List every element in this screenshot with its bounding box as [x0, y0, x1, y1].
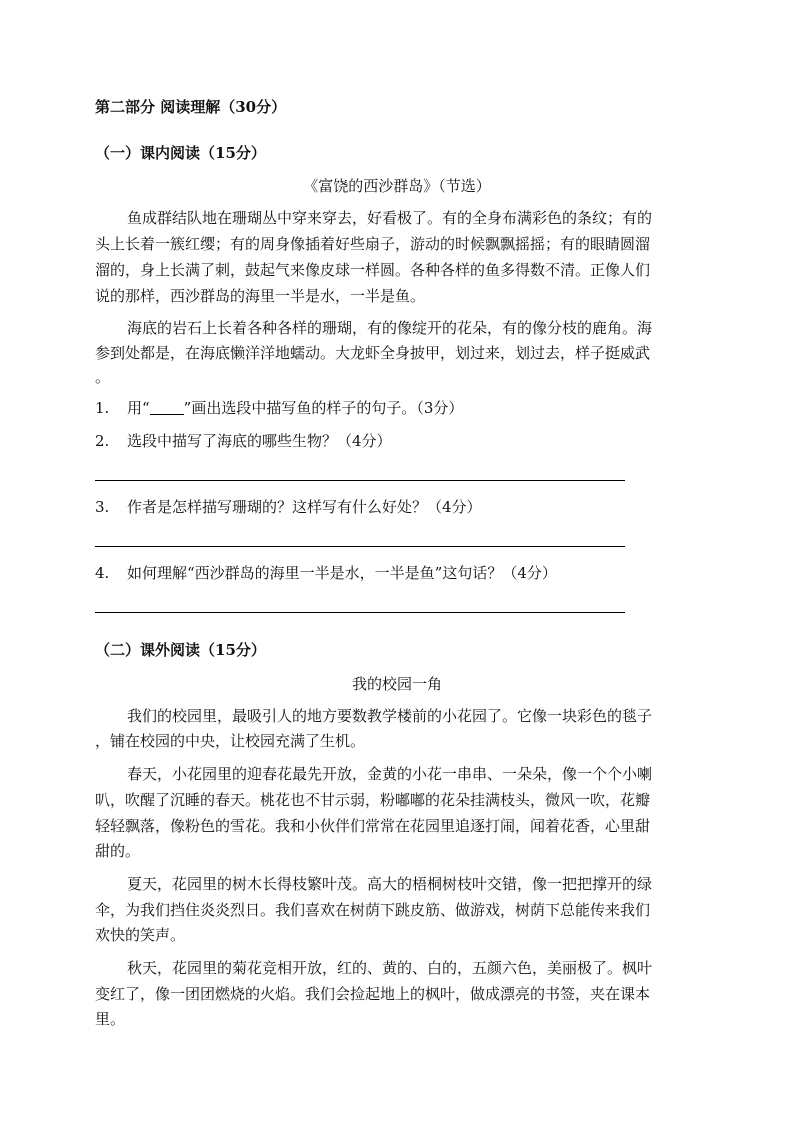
part2-passage-title: 我的校园一角 — [351, 675, 442, 693]
part2-para4-line: 变红了，像一团团燃烧的火焰。我们会捡起地上的枫叶，做成漂亮的书签，夹在课本 — [95, 985, 651, 1003]
answer-line[interactable] — [95, 612, 625, 613]
question-number: 1. — [95, 399, 110, 417]
answer-line[interactable] — [95, 480, 625, 481]
question-4 — [95, 563, 557, 583]
part1-para1-line: 头上长着一簇红缨；有的周身像插着好些扇子，游动的时候飘飘摇摇；有的眼睛圆溜 — [95, 235, 651, 253]
part1-heading: （一）课内阅读（15分） — [95, 144, 266, 162]
underline-blank — [150, 400, 184, 415]
part2-heading: （二）课外阅读（15分） — [95, 641, 266, 659]
part2-para1-line: 我们的校园里，最吸引人的地方要数教学楼前的小花园了。它像一块彩色的毯子 — [127, 707, 653, 725]
part2-para3-line: 夏天，花园里的树木长得枝繁叶茂。高大的梧桐树枝叶交错，像一把把撑开的绿 — [127, 875, 653, 893]
part2-para4-line: 里。 — [95, 1010, 126, 1028]
question-number: 2. — [95, 432, 110, 450]
question-text: 如何理解“西沙群岛的海里一半是水，一半是鱼”这句话？（4分） — [127, 564, 557, 582]
section-title: 第二部分 阅读理解（30分） — [95, 98, 287, 116]
question-number: 4. — [95, 564, 110, 582]
part2-para2-line: 甜的。 — [95, 842, 141, 860]
part2-para4-line: 秋天，花园里的菊花竞相开放，红的、黄的、白的，五颜六色，美丽极了。枫叶 — [127, 959, 653, 977]
question-3 — [95, 497, 482, 517]
part1-para1-line: 鱼成群结队地在珊瑚丛中穿来穿去，好看极了。有的全身布满彩色的条纹；有的 — [127, 209, 653, 227]
part2-para2-line: 轻轻飘落，像粉色的雪花。我和小伙伴们常常在花园里追逐打闹，闻着花香，心里甜 — [95, 817, 651, 835]
part2-para3-line: 伞，为我们挡住炎炎烈日。我们喜欢在树荫下跳皮筋、做游戏，树荫下总能传来我们 — [95, 901, 651, 919]
part1-para2-line: 海底的岩石上长着各种各样的珊瑚，有的像绽开的花朵，有的像分枝的鹿角。海 — [127, 319, 653, 337]
question-2 — [95, 431, 392, 451]
question-1 — [95, 398, 463, 418]
part1-para2-line: 。 — [95, 368, 111, 386]
question-text: 选段中描写了海底的哪些生物？（4分） — [127, 432, 392, 450]
part1-passage-title: 《富饶的西沙群岛》（节选） — [303, 177, 491, 195]
part2-para2-line: 春天，小花园里的迎春花最先开放，金黄的小花一串串、一朵朵，像一个个小喇 — [127, 765, 653, 783]
part1-para2-line: 参到处都是，在海底懒洋洋地蠕动。大龙虾全身披甲，划过来，划过去，样子挺威武 — [95, 344, 651, 362]
question-text-before: 用“ — [127, 399, 150, 417]
part1-para1-line: 溜的，身上长满了刺，鼓起气来像皮球一样圆。各种各样的鱼多得数不清。正像人们 — [95, 261, 651, 279]
question-text-after: ”画出选段中描写鱼的样子的句子。（3分） — [183, 399, 464, 417]
part1-para1-line: 说的那样，西沙群岛的海里一半是水，一半是鱼。 — [95, 287, 426, 305]
question-text: 作者是怎样描写珊瑚的？这样写有什么好处？（4分） — [127, 498, 482, 516]
answer-line[interactable] — [95, 546, 625, 547]
part2-para2-line: 叭，吹醒了沉睡的春天。桃花也不甘示弱，粉嘟嘟的花朵挂满枝头，微风一吹，花瓣 — [95, 791, 651, 809]
question-number: 3. — [95, 498, 110, 516]
part2-para3-line: 欢快的笑声。 — [95, 926, 186, 944]
part2-para1-line: ，铺在校园的中央，让校园充满了生机。 — [95, 732, 366, 750]
